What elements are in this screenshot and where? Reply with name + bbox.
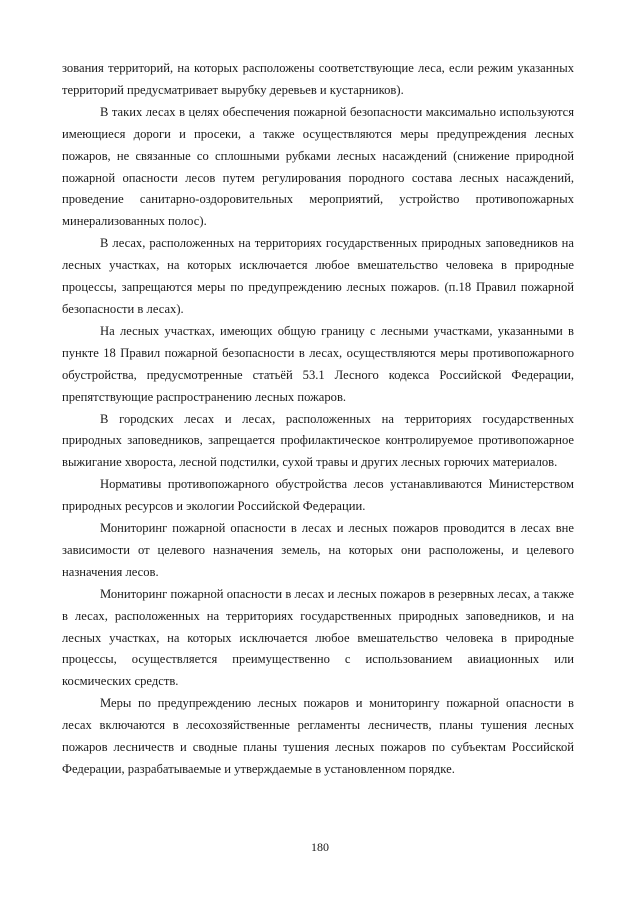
- paragraph-reserves: В лесах, расположенных на территориях государственных природных заповедников на лесных участках, на которых исключается любое вмешательство человека в природные процессы, запрещаются меры по предупреждению лесных пожаров. (п.18 Правил пожарной безопасности в лесах).: [62, 236, 574, 316]
- paragraph-standards: Нормативы противопожарного обустройства лесов устанавливаются Министерством природных ресурсов и экологии Российской Федерации.: [62, 477, 574, 514]
- paragraph-monitoring: Мониторинг пожарной опасности в лесах и лесных пожаров проводится в лесах вне зависимости от целевого назначения земель, на которых они расположены, и целевого назначения лесов.: [62, 521, 574, 579]
- paragraph-forest-roads: В таких лесах в целях обеспечения пожарной безопасности максимально используются имеющиеся дороги и просеки, а также осуществляются меры предупреждения лесных пожаров, не связанные со сплошными рубками лесных насаждений (снижение природной пожарной опасности лесов путем регулирования породного состава лесных насаждений, проведение санитарно-оздоровительных мероприятий, устройство противопожарных минерализованных полос).: [62, 104, 574, 229]
- paragraph-monitoring-reserve: Мониторинг пожарной опасности в лесах и лесных пожаров в резервных лесах, а также в лесах, расположенных на территориях государственных природных заповедников, и на лесных участках, на которых исключается любое вмешательство человека в природные процессы, осуществляется преимущественно с использованием авиационных или космических средств.: [62, 586, 574, 689]
- paragraph-continued: зования территорий, на которых расположены соответствующие леса, если режим указанных территорий предусматривает вырубку деревьев и кустарников).: [62, 61, 574, 97]
- page-number: 180: [311, 840, 329, 854]
- paragraph-regulations: Меры по предупреждению лесных пожаров и мониторингу пожарной опасности в лесах включаются в лесохозяйственные регламенты лесничеств, планы тушения лесных пожаров лесничеств и сводные планы тушения лесных пожаров по субъектам Российской Федерации, разрабатываемые и утверждаемые в установленном порядке.: [62, 696, 574, 776]
- document-body: [62, 58, 574, 781]
- paragraph-adjacent-plots: На лесных участках, имеющих общую границу с лесными участками, указанными в пункте 18 Правил пожарной безопасности в лесах, осуществляются меры противопожарного обустройства, предусмотренные статьёй 53.1 Лесного кодекса Российской Федерации, препятствующие распространению лесных пожаров.: [62, 323, 574, 404]
- paragraph-urban-forests: В городских лесах и лесах, расположенных на территориях государственных природных заповедников, запрещается профилактическое контролируемое противопожарное выжигание хвороста, лесной подстилки, сухой травы и других лесных горючих материалов.: [62, 411, 574, 470]
